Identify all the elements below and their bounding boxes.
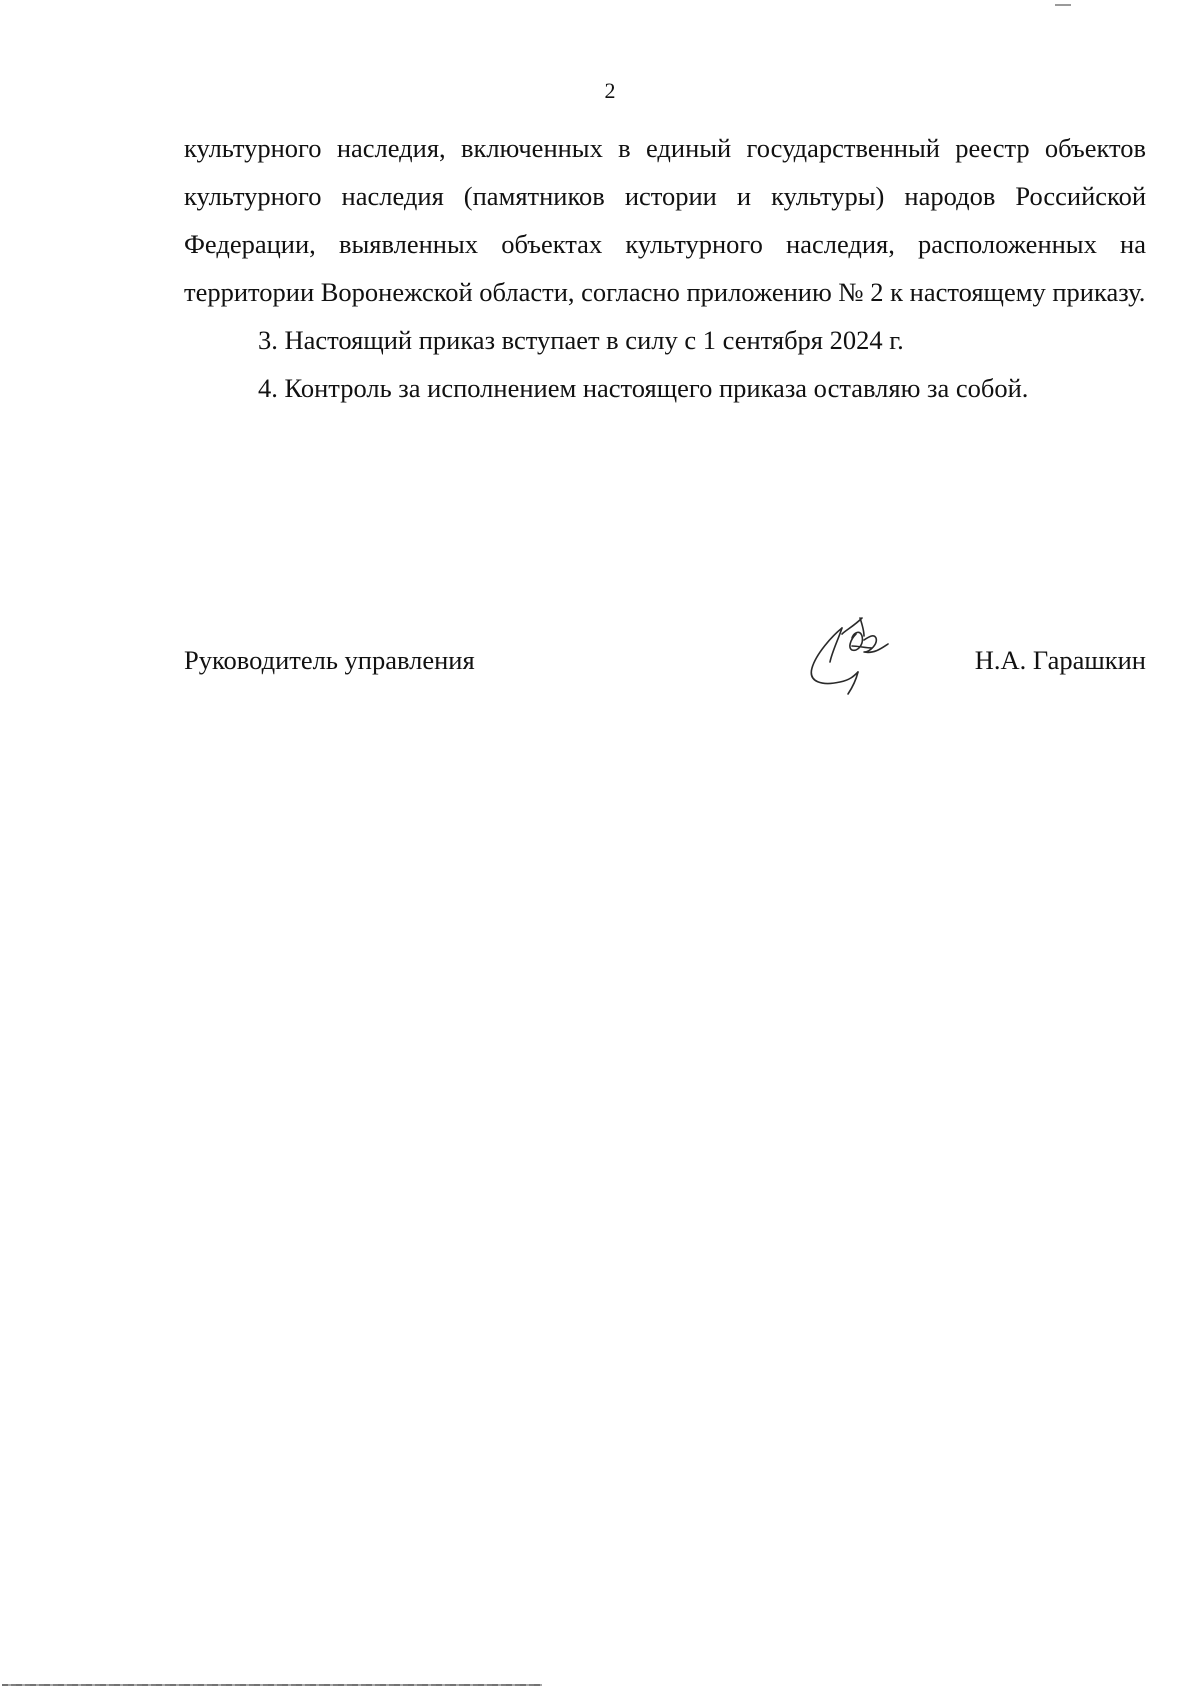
scan-artifact-line	[2, 1684, 542, 1686]
signatory-position: Руководитель управления	[184, 645, 475, 675]
signatory-name: Н.А. Гарашкин	[974, 645, 1146, 675]
paragraph-item-3: 3. Настоящий приказ вступает в силу с 1 сентября 2024 г.	[258, 325, 904, 355]
paragraph-item-4: 4. Контроль за исполнением настоящего приказа оставляю за собой.	[258, 373, 1029, 403]
document-body	[184, 124, 1146, 412]
handwritten-signature	[802, 606, 912, 706]
scan-artifact-mark	[1055, 4, 1071, 6]
paragraph-continuation: культурного наследия, включенных в единый государственный реестр объектов культурного наследия (памятников истории и культуры) народов Российской Федерации, выявленных объектах культурного наследия, расположенных на территории Воронежской области, согласно приложению № 2 к настоящему приказу.	[184, 133, 1146, 307]
page-number: 2	[604, 78, 616, 103]
signature-block	[184, 626, 1146, 716]
